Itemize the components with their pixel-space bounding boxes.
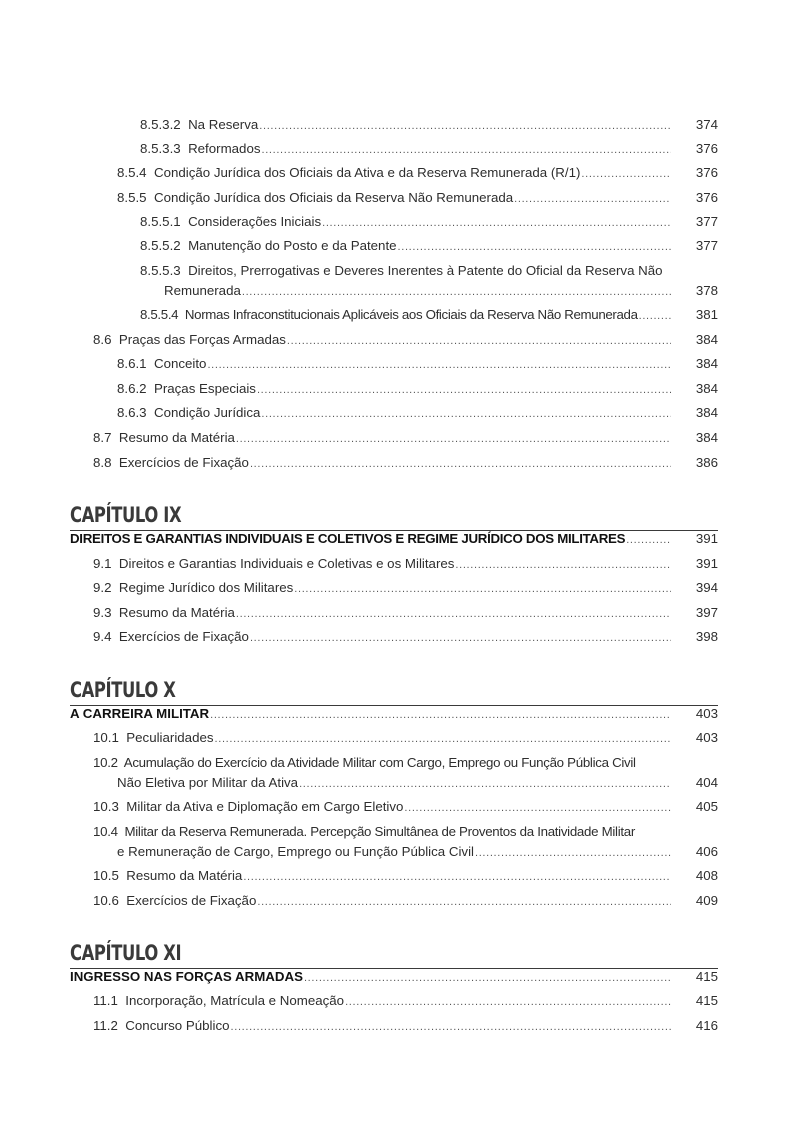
entry-number: 11.1	[93, 993, 118, 1008]
entry-page: 384	[695, 332, 718, 347]
entry-page: 394	[695, 580, 718, 595]
entry-number: 9.1	[93, 556, 112, 571]
dot-leader	[514, 190, 671, 208]
entry-title-line2: Não Eletiva por Militar da Ativa	[117, 775, 299, 790]
chapter-label: CAPÍTULO X	[70, 678, 176, 702]
entry-number: 8.6	[93, 332, 112, 347]
dot-leader	[398, 238, 671, 256]
entry-page: 374	[695, 117, 718, 132]
entry-title: Incorporação, Matrícula e Nomeação	[125, 993, 345, 1008]
entry-page: 405	[695, 799, 718, 814]
entry-title: Exercícios de Fixação	[126, 893, 257, 908]
entry-number: 9.2	[93, 580, 112, 595]
chapter-heading: INGRESSO NAS FORÇAS ARMADAS	[70, 969, 303, 984]
entry-title: Exercícios de Fixação	[118, 629, 249, 644]
dot-leader	[287, 332, 671, 350]
entry-title: Considerações Iniciais	[188, 214, 322, 229]
entry-number: 10.2	[93, 755, 118, 770]
entry-title: Na Reserva	[188, 117, 259, 132]
entry-page: 384	[695, 405, 718, 420]
entry-number: 8.5.3.2	[140, 117, 181, 132]
entry-page: 391	[695, 531, 718, 546]
entry-title: Exercícios de Fixação	[118, 455, 249, 470]
entry-page: 384	[695, 356, 718, 371]
entry-page: 384	[695, 430, 718, 445]
dot-leader	[404, 799, 671, 817]
entry-number: 8.5.5.2	[140, 238, 181, 253]
entry-number: 8.5.5.1	[140, 214, 181, 229]
entry-title: Peculiaridades	[126, 730, 214, 745]
entry-page: 386	[695, 455, 718, 470]
dot-leader	[236, 430, 671, 448]
chapter-heading: DIREITOS E GARANTIAS INDIVIDUAIS E COLETIVOS E REGIME JURÍDICO DOS MILITARES	[70, 531, 626, 546]
entry-title: Normas Infraconstitucionais Aplicáveis aos Oficiais da Reserva Não Remunerada	[184, 307, 638, 322]
entry-title: Direitos e Garantias Individuais e Coletivas e os Militares	[118, 556, 455, 571]
entry-title-line2: e Remuneração de Cargo, Emprego ou Função Pública Civil	[117, 844, 474, 859]
entry-number: 10.1	[93, 730, 119, 745]
entry-number: 10.5	[93, 868, 119, 883]
entry-page: 415	[695, 969, 718, 984]
dot-leader	[259, 117, 671, 135]
chapter-label: CAPÍTULO IX	[70, 503, 182, 527]
dot-leader	[257, 893, 671, 911]
entry-page: 391	[695, 556, 718, 571]
entry-number: 10.4	[93, 824, 118, 839]
dot-leader	[262, 141, 672, 159]
dot-leader	[639, 307, 671, 325]
entry-number: 9.4	[93, 629, 112, 644]
dot-leader	[322, 214, 671, 232]
entry-number: 8.7	[93, 430, 112, 445]
entry-page: 378	[695, 283, 718, 298]
entry-number: 10.3	[93, 799, 119, 814]
entry-number: 8.5.5	[117, 190, 147, 205]
entry-number: 8.5.4	[117, 165, 147, 180]
entry-page: 376	[695, 141, 718, 156]
entry-page: 415	[695, 993, 718, 1008]
entry-number: 8.8	[93, 455, 112, 470]
dot-leader	[243, 868, 671, 886]
entry-page: 409	[695, 893, 718, 908]
entry-number: 8.6.3	[117, 405, 147, 420]
entry-title: Resumo da Matéria	[118, 430, 235, 445]
dot-leader	[210, 706, 671, 724]
dot-leader	[455, 556, 671, 574]
chapter-label: CAPÍTULO XI	[70, 941, 182, 965]
entry-page: 404	[695, 775, 718, 790]
dot-leader	[581, 165, 671, 183]
dot-leader	[250, 455, 671, 473]
entry-title: Concurso Público	[125, 1018, 230, 1033]
entry-page: 384	[695, 381, 718, 396]
entry-page: 403	[695, 706, 718, 721]
entry-title-line1: Militar da Reserva Remunerada. Percepção Simultânea de Proventos da Inatividade Militar	[124, 824, 635, 839]
entry-page: 398	[695, 629, 718, 644]
entry-title-line1: Direitos, Prerrogativas e Deveres Inerentes à Patente do Oficial da Reserva Não	[188, 263, 663, 278]
dot-leader	[231, 1018, 671, 1036]
entry-title: Reformados	[188, 141, 261, 156]
entry-title: Condição Jurídica dos Oficiais da Reserva Não Remunerada	[153, 190, 514, 205]
entry-number: 8.6.1	[117, 356, 147, 371]
entry-page: 408	[695, 868, 718, 883]
entry-page: 403	[695, 730, 718, 745]
entry-number: 10.6	[93, 893, 119, 908]
entry-title: Condição Jurídica	[153, 405, 261, 420]
dot-leader	[294, 580, 671, 598]
dot-leader	[304, 969, 671, 987]
entry-page: 376	[695, 190, 718, 205]
dot-leader	[345, 993, 671, 1011]
entry-page: 406	[695, 844, 718, 859]
dot-leader	[475, 844, 671, 862]
entry-title: Militar da Ativa e Diplomação em Cargo Eletivo	[126, 799, 404, 814]
entry-title: Regime Jurídico dos Militares	[118, 580, 294, 595]
entry-number: 8.5.5.3	[140, 263, 181, 278]
dot-leader	[299, 775, 671, 793]
entry-number: 11.2	[93, 1018, 118, 1033]
entry-title: Manutenção do Posto e da Patente	[188, 238, 397, 253]
dot-leader	[250, 629, 671, 647]
entry-number: 8.5.5.4	[140, 307, 179, 322]
dot-leader	[242, 283, 671, 301]
entry-title: Resumo da Matéria	[118, 605, 235, 620]
entry-page: 397	[695, 605, 718, 620]
entry-title: Praças das Forças Armadas	[118, 332, 286, 347]
dot-leader	[261, 405, 671, 423]
dot-leader	[207, 356, 671, 374]
dot-leader	[236, 605, 671, 623]
chapter-heading: A CARREIRA MILITAR	[70, 706, 210, 721]
entry-title-line1: Acumulação do Exercício da Atividade Militar com Cargo, Emprego ou Função Pública Civil	[123, 755, 636, 770]
entry-number: 8.5.3.3	[140, 141, 181, 156]
entry-title: Conceito	[153, 356, 207, 371]
entry-page: 376	[695, 165, 718, 180]
dot-leader	[215, 730, 671, 748]
entry-title: Resumo da Matéria	[126, 868, 243, 883]
entry-title: Condição Jurídica dos Oficiais da Ativa e da Reserva Remunerada (R/1)	[153, 165, 581, 180]
entry-page: 381	[695, 307, 718, 322]
dot-leader	[257, 381, 671, 399]
entry-title-line2: Remunerada	[164, 283, 241, 298]
entry-number: 9.3	[93, 605, 112, 620]
entry-title: Praças Especiais	[153, 381, 256, 396]
entry-page: 377	[695, 214, 718, 229]
entry-page: 377	[695, 238, 718, 253]
dot-leader	[626, 531, 671, 549]
entry-number: 8.6.2	[117, 381, 147, 396]
entry-page: 416	[695, 1018, 718, 1033]
